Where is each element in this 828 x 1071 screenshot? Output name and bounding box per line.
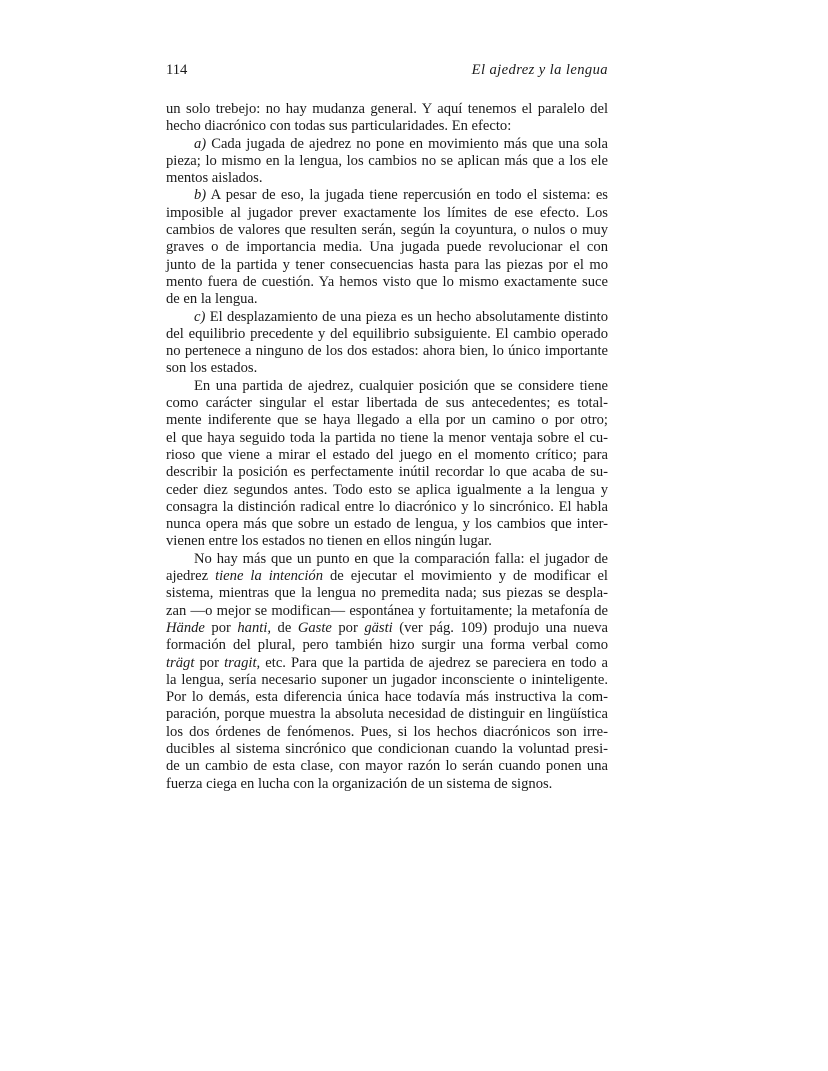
text-line: trägt por tragit, etc. Para que la partida de ajedrez se pareciera en todo a	[166, 654, 608, 671]
paragraph	[166, 136, 608, 188]
paragraph	[166, 378, 608, 551]
text-line: mente indiferente que se haya llegado a ella por un camino o por otro;	[166, 412, 608, 429]
list-label: c)	[194, 308, 206, 325]
text-line: graves o de importancia media. Una jugada puede revolucionar el con	[166, 239, 608, 256]
text-line: son los estados.	[166, 360, 258, 377]
text-line: hecho diacrónico con todas sus particularidades. En efecto:	[166, 118, 512, 135]
text-line: ajedrez tiene la intención de ejecutar el movimiento y de modificar el	[166, 568, 608, 585]
text-line: describir la posición es perfectamente inútil recordar lo que acaba de su-	[166, 464, 608, 481]
text-line: ceder diez segundos antes. Todo esto se aplica igualmente a la lengua y	[166, 481, 608, 498]
paragraph	[166, 101, 608, 136]
text-line: paración, porque muestra la absoluta necesidad de distinguir en lingüística	[166, 706, 608, 723]
text-line: no pertenece a ninguno de los dos estados: ahora bien, lo único importante	[166, 343, 608, 360]
text-line: un solo trebejo: no hay mudanza general. Y aquí tenemos el paralelo del	[166, 101, 608, 117]
text-line: ducibles al sistema sincrónico que condicionan cuando la voluntad presi-	[166, 740, 608, 757]
text-line: junto de la partida y tener consecuencias hasta para las piezas por el mo	[166, 256, 608, 273]
text-line: de un cambio de esta clase, con mayor razón lo serán cuando ponen una	[166, 758, 608, 775]
text-line: formación del plural, pero también hizo surgir una forma verbal como	[166, 637, 608, 654]
list-label: a)	[194, 135, 207, 152]
running-title: El ajedrez y la lengua	[471, 62, 608, 78]
text-line: imposible al jugador prever exactamente los límites de ese efecto. Los	[166, 204, 608, 221]
text-line: del equilibrio precedente y del equilibrio subsiguiente. El cambio operado	[166, 325, 608, 342]
text-line: consagra la distinción radical entre lo diacrónico y lo sincrónico. El habla	[166, 498, 608, 515]
text-line: el que haya seguido toda la partida no tiene la menor ventaja sobre el cu-	[166, 429, 608, 446]
text-line: zan —o mejor se modifican— espontánea y fortuitamente; la metafonía de	[166, 602, 608, 619]
text-line: a) Cada jugada de ajedrez no pone en movimiento más que una sola	[194, 135, 608, 152]
paragraph	[166, 309, 608, 378]
text-line: c) El desplazamiento de una pieza es un hecho absolutamente distinto	[194, 308, 608, 325]
text-line: los dos órdenes de fenómenos. Pues, si los hechos diacrónicos son irre-	[166, 723, 608, 740]
text-line: nunca opera más que sobre un estado de lengua, y los cambios que inter-	[166, 516, 608, 533]
text-line: pieza; lo mismo en la lengua, los cambios no se aplican más que a los ele	[166, 152, 608, 169]
text-line: vienen entre los estados no tienen en ellos ningún lugar.	[166, 533, 492, 550]
text-line: Por lo demás, esta diferencia única hace todavía más instructiva la com-	[166, 689, 608, 706]
text-line: mentos aislados.	[166, 170, 263, 187]
text-line: cambios de valores que resulten serán, según la coyuntura, o nulos o muy	[166, 222, 608, 239]
text-line: como carácter singular el estar libertada de sus antecedentes; es total-	[166, 395, 608, 412]
page-number: 114	[166, 62, 188, 78]
book-page	[166, 62, 608, 793]
text-line: En una partida de ajedrez, cualquier posición que se considere tiene	[194, 377, 608, 394]
paragraph	[166, 551, 608, 793]
text-line: mento fuera de cuestión. Ya hemos visto que lo mismo exactamente suce	[166, 273, 608, 290]
text-line: Hände por hanti, de Gaste por gästi (ver pág. 109) produjo una nueva	[166, 619, 608, 636]
text-line: No hay más que un punto en que la comparación falla: el jugador de	[194, 550, 608, 567]
text-line: sistema, mientras que la lengua no premedita nada; sus piezas se despla-	[166, 585, 608, 602]
list-label: b)	[194, 187, 207, 204]
running-header	[166, 62, 608, 82]
text-line: la lengua, sería necesario suponer un jugador inconsciente o ininteligente.	[166, 671, 608, 688]
text-line: de en la lengua.	[166, 291, 258, 308]
text-line: rioso que viene a mirar el estado del juego en el momento crítico; para	[166, 446, 608, 463]
body-text	[166, 101, 608, 793]
text-line: fuerza ciega en lucha con la organización de un sistema de signos.	[166, 775, 553, 792]
text-line: b) A pesar de eso, la jugada tiene repercusión en todo el sistema: es	[194, 187, 608, 204]
paragraph	[166, 187, 608, 308]
